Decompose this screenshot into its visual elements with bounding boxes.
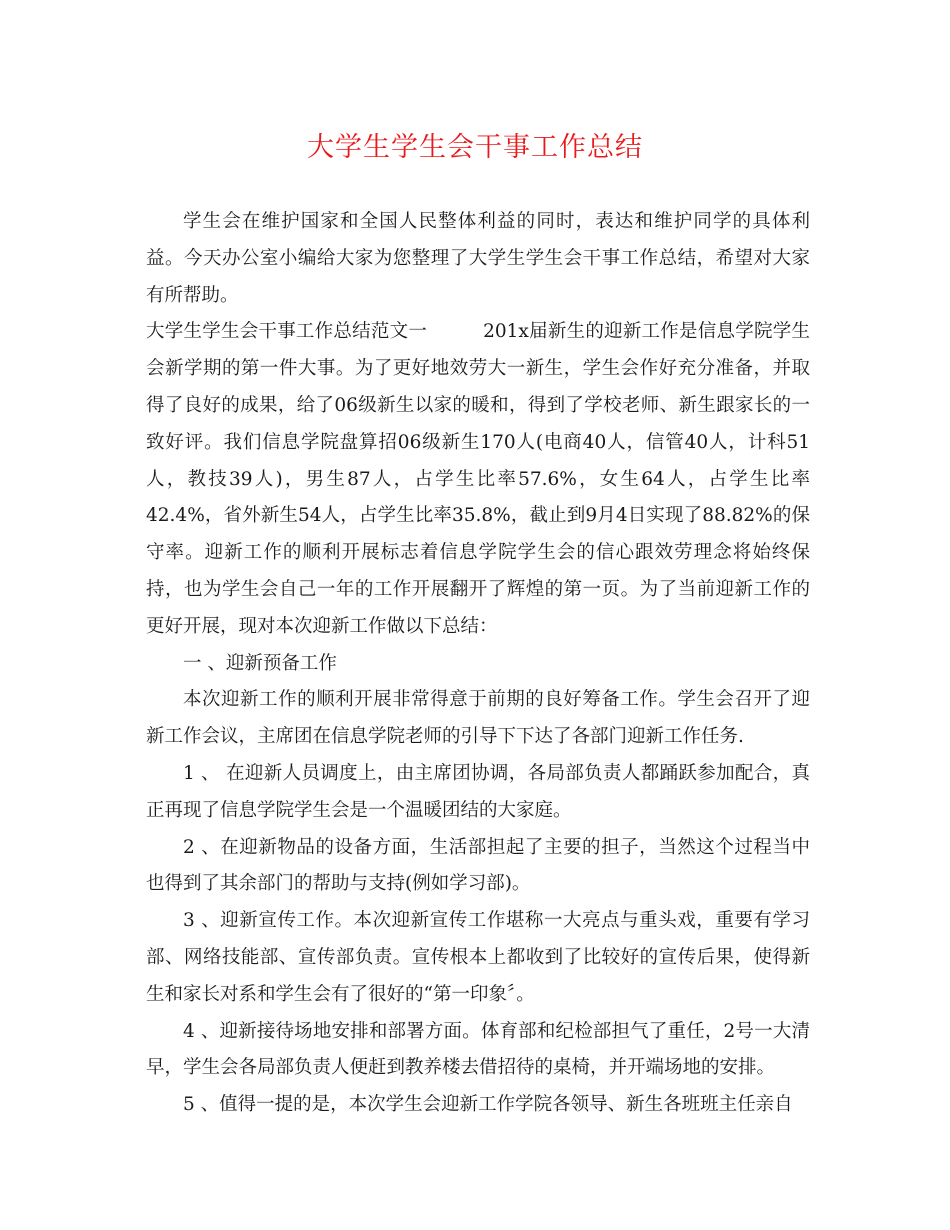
list-item: 5 、值得一提的是，本次学生会迎新工作学院各领导、新生各班班主任亲自	[183, 1094, 793, 1116]
document-body	[146, 204, 810, 1124]
document-title: 大学生学生会干事工作总结	[307, 132, 643, 163]
intro-paragraph: 学生会在维护国家和全国人民整体利益的同时，表达和维护同学的具体利益。今天办公室小编给大家为您整理了大学生学生会干事工作总结，希望对大家有所帮助。	[146, 211, 810, 306]
section-intro-paragraph: 本次迎新工作的顺利开展非常得意于前期的良好筹备工作。学生会召开了迎新工作会议，主席团在信息学院老师的引导下下达了各部门迎新工作任务.	[146, 689, 810, 748]
list-item: 1 、 在迎新人员调度上，由主席团协调，各局部负责人都踊跃参加配合，真正再现了信息学院学生会是一个温暖团结的大家庭。	[146, 762, 810, 821]
sample-body: 201x届新生的迎新工作是信息学院学生会新学期的第一件大事。为了更好地效劳大一新生，学生会作好充分准备，并取得了良好的成果，给了06级新生以家的暖和，得到了学校老师、新生跟家长的一致好评。我们信息学院盘算招06级新生170人(电商40人，信管40人，计科51人，教技39人)，男生87人，占学生比率57.6%，女生64人，占学生比率42.4%，省外新生54人，占学生比率35.8%，截止到9月4日实现了88.82%的保守率。迎新工作的顺利开展标志着信息学院学生会的信心跟效劳理念将始终保持，也为学生会自己一年的工作开展翻开了辉煌的第一页。为了当前迎新工作的更好开展，现对本次迎新工作做以下总结：	[146, 321, 810, 637]
list-item: 4 、迎新接待场地安排和部署方面。体育部和纪检部担气了重任，2号一大清早，学生会各局部负责人便赶到教养楼去借招待的桌椅，并开端场地的安排。	[146, 1020, 810, 1079]
sample-paragraph	[146, 314, 810, 645]
list-item: 3 、迎新宣传工作。本次迎新宣传工作堪称一大亮点与重头戏，重要有学习部、网络技能部、宣传部负责。宣传根本上都收到了比较好的宣传后果，使得新生和家长对系和学生会有了很好的“第一印象〞。	[146, 910, 810, 1005]
section-heading: 一 、迎新预备工作	[183, 652, 337, 674]
list-item: 2 、在迎新物品的设备方面，生活部担起了主要的担子，当然这个过程当中也得到了其余部门的帮助与支持(例如学习部)。	[146, 836, 810, 895]
sample-label: 大学生学生会干事工作总结范文一	[146, 321, 428, 343]
